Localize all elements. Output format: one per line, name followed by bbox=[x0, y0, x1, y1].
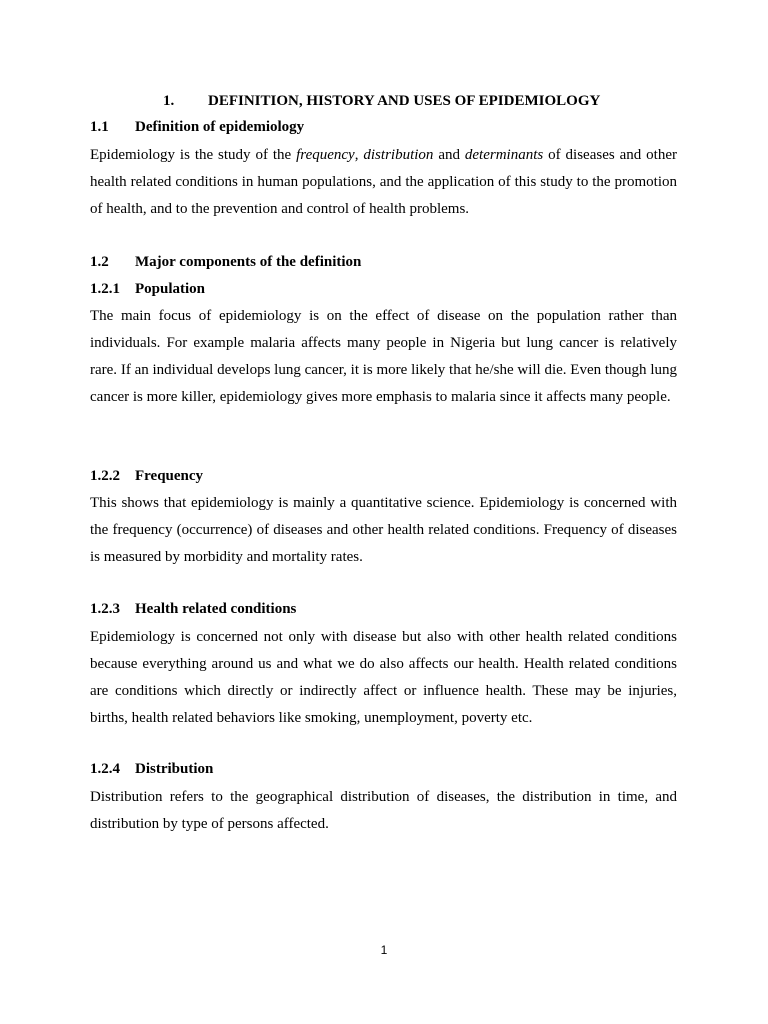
paragraph-health-related-conditions: Epidemiology is concerned not only with disease but also with other health related conditions because everything around us and what we do also affects our health. Health related conditions are conditions which directly or indirectly affect or influence health. These may be injuries, births, health related behaviors like smoking, unemployment, poverty etc. bbox=[90, 629, 677, 726]
section-heading-1-2-1 bbox=[90, 281, 205, 298]
section-title: Definition of epidemiology bbox=[135, 119, 305, 135]
section-title: Frequency bbox=[135, 468, 204, 484]
paragraph-text: and bbox=[433, 147, 465, 163]
page-number: 1 bbox=[380, 943, 388, 957]
emphasis-distribution: distribution bbox=[363, 147, 434, 163]
paragraph-text: of diseases and other health related conditions in human populations, and the application of this study to the promotion of health, and to the prevention and control of health problems. bbox=[90, 147, 677, 217]
section-number: 1.2 bbox=[90, 254, 109, 270]
section-title: Population bbox=[135, 281, 206, 297]
section-number: 1.2.1 bbox=[90, 281, 120, 297]
section-number: 1.2.2 bbox=[90, 468, 120, 484]
emphasis-determinants: determinants bbox=[464, 147, 544, 163]
section-number: 1.2.4 bbox=[90, 761, 120, 777]
paragraph-distribution: Distribution refers to the geographical distribution of diseases, the distribution in time, and distribution by type of persons affected. bbox=[90, 789, 677, 832]
paragraph-text: Epidemiology is the study of the bbox=[90, 147, 297, 163]
section-heading-1-2-2 bbox=[90, 468, 203, 485]
section-title: Major components of the definition bbox=[135, 254, 362, 270]
section-heading-1-2-4 bbox=[90, 761, 213, 778]
section-heading-1-2 bbox=[90, 254, 361, 271]
chapter-number: 1. bbox=[163, 93, 175, 109]
section-heading-1-2-3 bbox=[90, 601, 296, 618]
emphasis-frequency: frequency bbox=[296, 147, 355, 163]
paragraph-definition bbox=[90, 142, 677, 223]
chapter-title-text: DEFINITION, HISTORY AND USES OF EPIDEMIOLOGY bbox=[208, 93, 601, 109]
section-title: Health related conditions bbox=[135, 601, 297, 617]
paragraph-text: , bbox=[354, 147, 364, 163]
section-heading-1-1 bbox=[90, 119, 304, 136]
paragraph-frequency: This shows that epidemiology is mainly a quantitative science. Epidemiology is concerned with the frequency (occurrence) of diseases and other health related conditions. Frequency of diseases is measured by morbidity and mortality rates. bbox=[90, 495, 677, 565]
chapter-title bbox=[163, 93, 600, 110]
section-title: Distribution bbox=[135, 761, 214, 777]
section-number: 1.1 bbox=[90, 119, 109, 135]
section-number: 1.2.3 bbox=[90, 601, 120, 617]
paragraph-population: The main focus of epidemiology is on the effect of disease on the population rather than individuals. For example malaria affects many people in Nigeria but lung cancer is relatively rare. If an individual develops lung cancer, it is more likely that he/she will die. Even though lung cancer is more killer, epidemiology gives more emphasis to malaria since it affects many people. bbox=[90, 308, 677, 405]
